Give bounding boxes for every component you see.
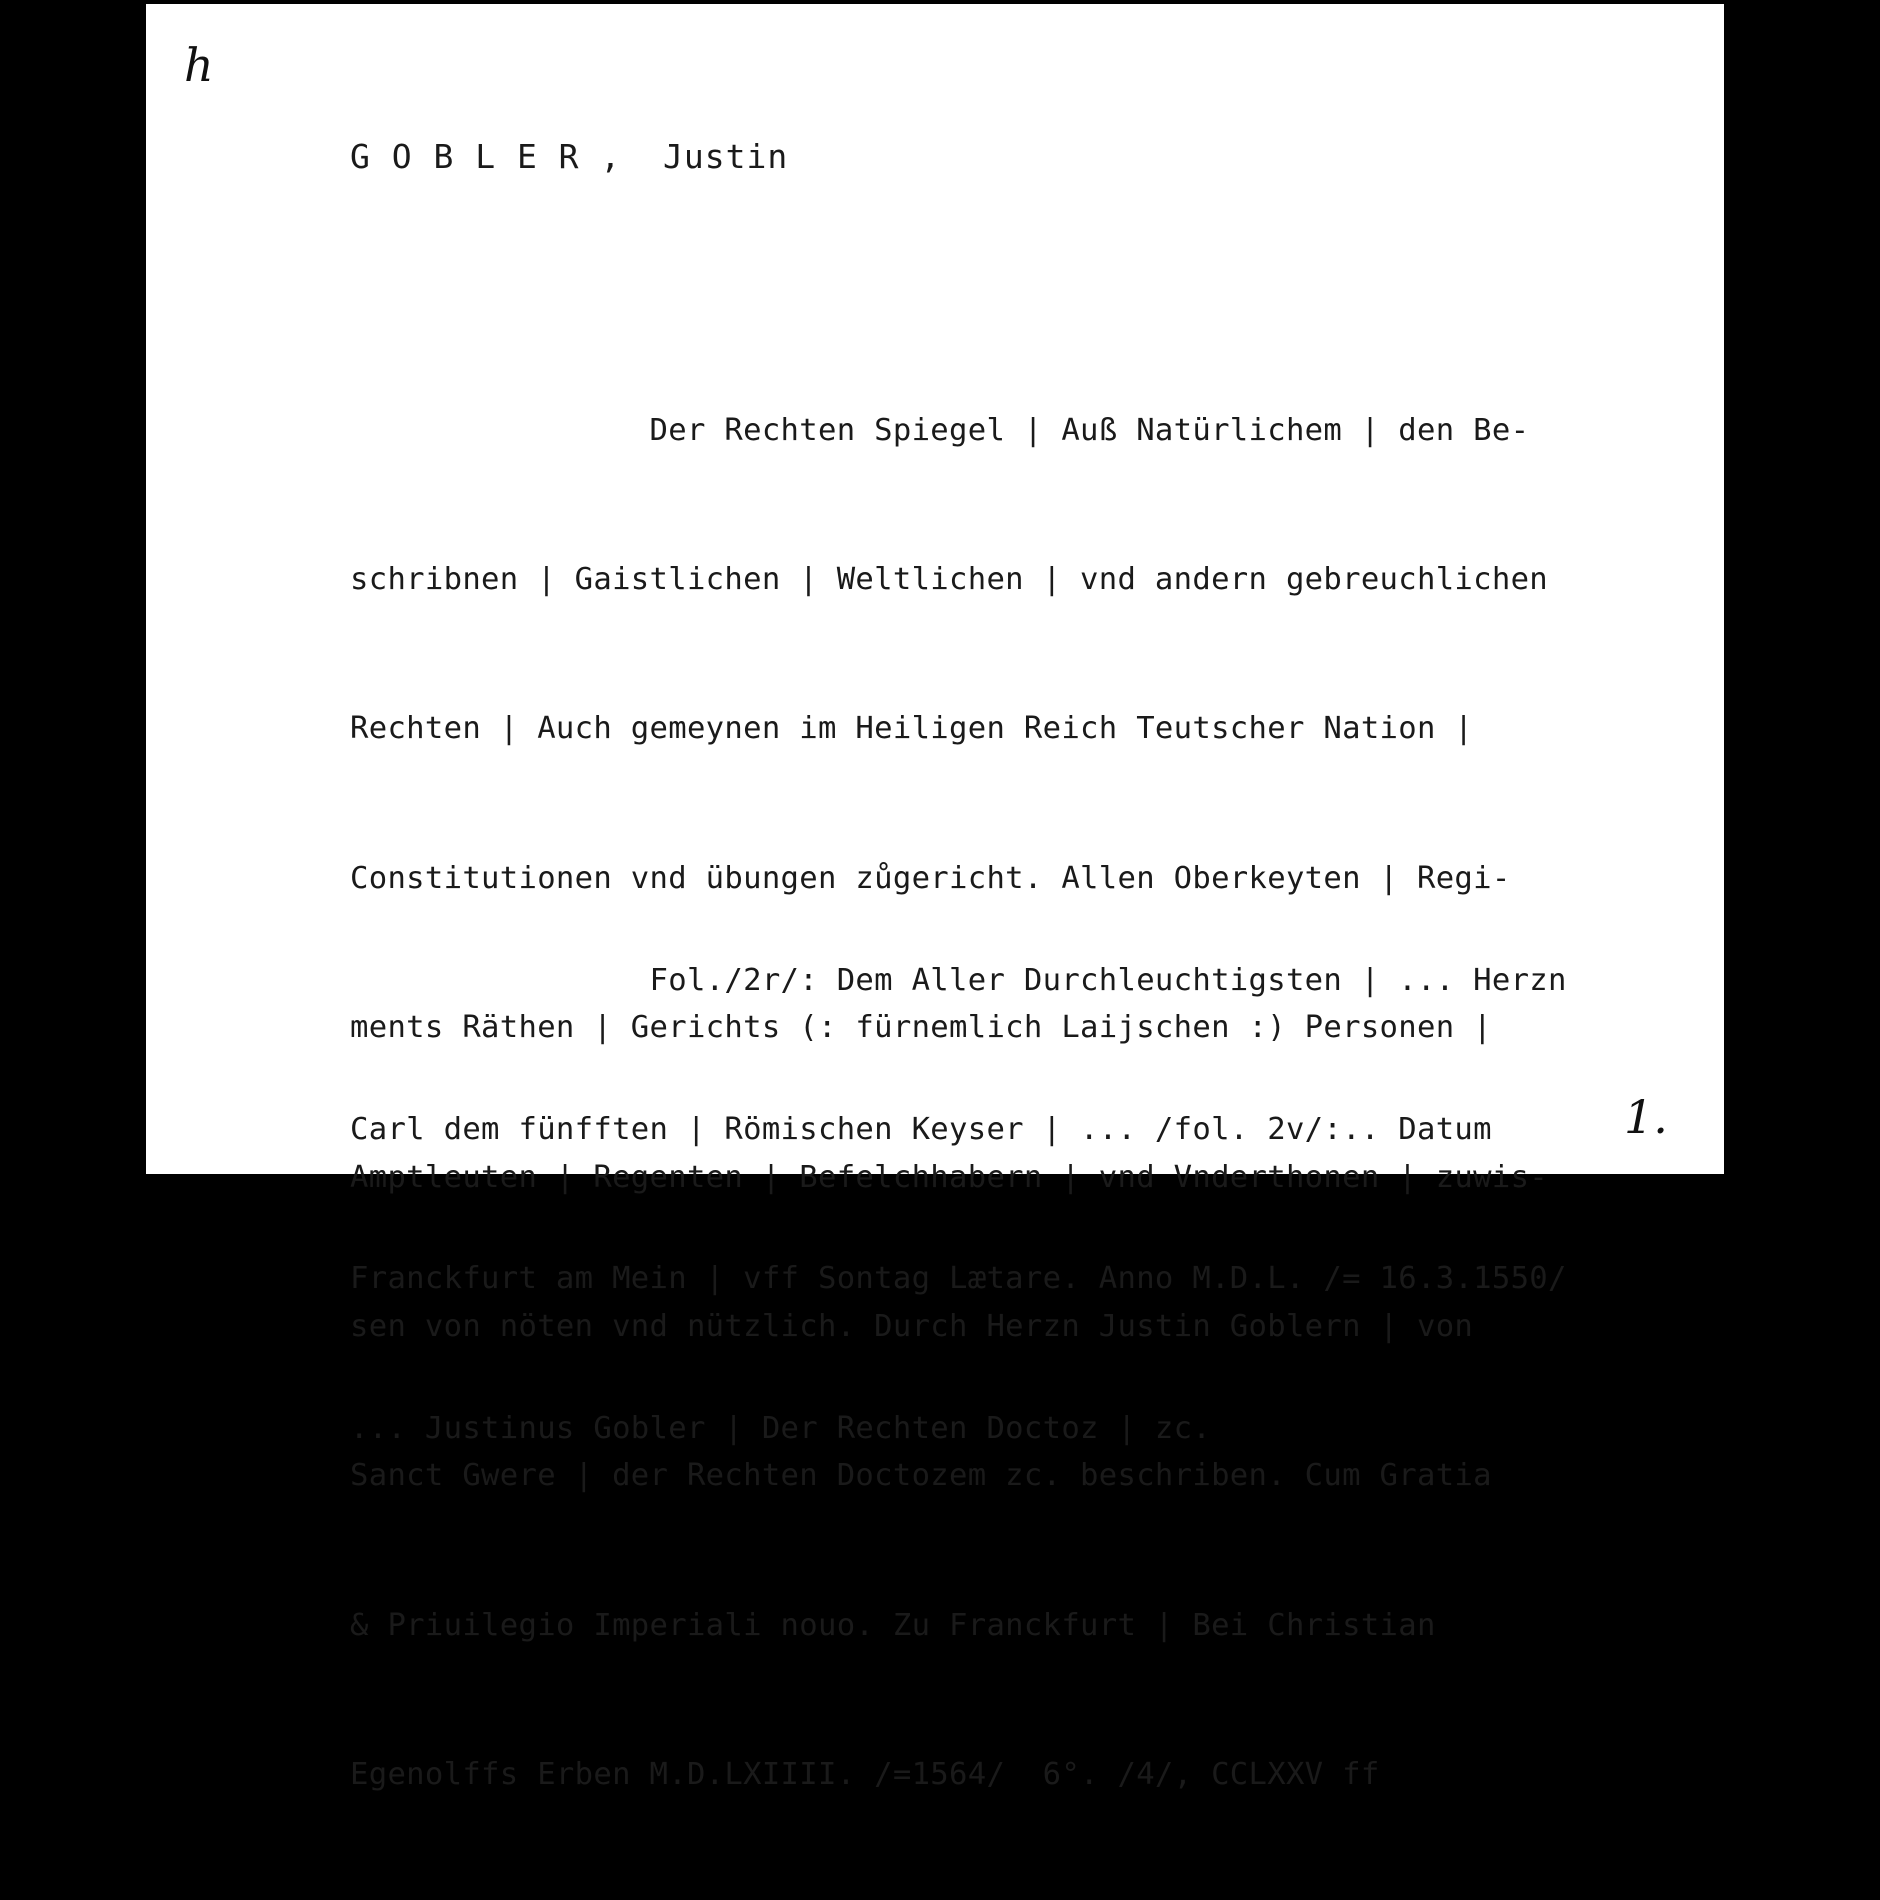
handwritten-mark-bottom-right: 1.: [1624, 1090, 1668, 1144]
text-line: & Priuilegio Imperiali nouo. Zu Franckfurt | Bei Christian: [350, 1607, 1436, 1643]
catalog-card: [146, 4, 1724, 1793]
text-line: Rechten | Auch gemeynen im Heiligen Reich Teutscher Nation |: [350, 711, 1474, 747]
text-line: ... Justinus Gobler | Der Rechten Doctoz | zc.: [350, 1410, 1212, 1446]
text-line: schribnen | Gaistlichen | Weltlichen | vnd andern gebreuchlichen: [350, 561, 1549, 597]
text-line: Constitutionen vnd übungen zůgericht. Allen Oberkeyten | Regi-: [350, 860, 1511, 896]
text-line: sen von nöten vnd nützlich. Durch Herzn Justin Goblern | von: [350, 1308, 1474, 1344]
text-line: Carl dem fünfften | Römischen Keyser | ... /fol. 2v/:.. Datum: [350, 1111, 1492, 1147]
text-line: Franckfurt am Mein | vff Sontag Lætare. Anno M.D.L. /= 16.3.1550/: [350, 1261, 1567, 1297]
text-line: Amptleuten | Regenten | Befelchhabern | vnd Vnderthonen | zuwis-: [350, 1159, 1549, 1195]
text-line: Sanct Gwere | der Rechten Doctozem zc. beschriben. Cum Gratia: [350, 1458, 1492, 1494]
text-line: Fol./2r/: Dem Aller Durchleuchtigsten | ... Herzn: [350, 962, 1567, 998]
handwritten-mark-top-left: h: [184, 38, 214, 92]
text-line: ments Räthen | Gerichts (: fürnemlich Laijschen :) Personen |: [350, 1010, 1492, 1046]
author-heading: G O B L E R , Justin: [350, 137, 789, 176]
text-line: Der Rechten Spiegel | Auß Natürlichem | den Be-: [350, 412, 1530, 448]
text-line: Egenolffs Erben M.D.LXIIII. /=1564/ 6°. /4/, CCLXXV ff: [350, 1757, 1380, 1793]
dedication-description: [350, 856, 1567, 1553]
